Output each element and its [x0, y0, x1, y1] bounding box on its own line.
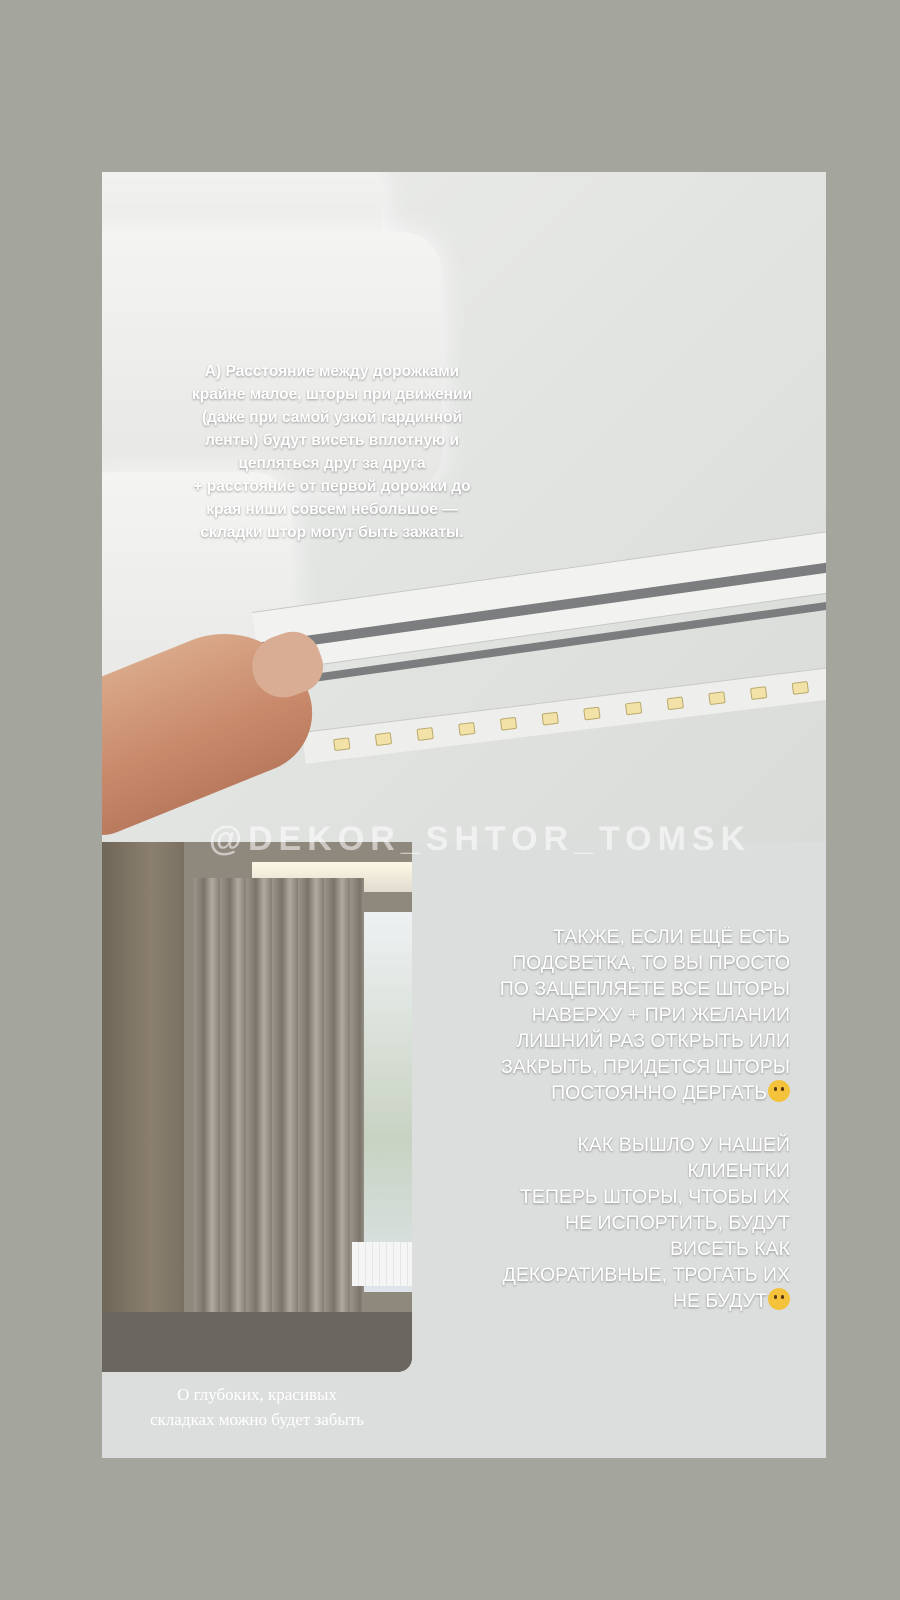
led: [750, 686, 767, 700]
text-line: цепляться друг за друга: [238, 455, 426, 472]
curtain: [194, 878, 364, 1338]
text-line: КЛИЕНТКИ: [687, 1160, 790, 1182]
text-line: (даже при самой узкой гардинной: [201, 409, 463, 426]
text-line: ТАКЖЕ, ЕСЛИ ЕЩЁ ЕСТЬ: [552, 926, 790, 948]
led: [625, 701, 642, 715]
text-line: ЗАКРЫТЬ, ПРИДЕТСЯ ШТОРЫ: [500, 1056, 790, 1078]
led: [792, 681, 809, 695]
text-line: ПО ЗАЦЕПЛЯЕТЕ ВСЕ ШТОРЫ: [499, 978, 790, 1000]
right-overlay-text: [420, 924, 790, 1314]
radiator: [352, 1242, 412, 1286]
sad-face-icon: [768, 1288, 790, 1310]
text-span: НЕ БУДУТ: [672, 1290, 767, 1312]
text-line: складки штор могут быть зажаты.: [200, 524, 464, 541]
led: [416, 727, 433, 741]
text-line: ДЕКОРАТИВНЫЕ, ТРОГАТЬ ИХ: [502, 1264, 790, 1286]
ceiling-track-photo: [102, 172, 826, 842]
watermark: @DEKOR_SHTOR_TOMSK: [208, 820, 752, 858]
story-card: [102, 172, 826, 1458]
text-line: [420, 1080, 790, 1106]
floor: [102, 1312, 412, 1372]
text-line: ленты) будут висеть вплотную и: [204, 432, 460, 449]
text-line: крайне малое, шторы при движении: [191, 386, 473, 403]
led: [583, 706, 600, 720]
text-line: КАК ВЫШЛО У НАШЕЙ: [577, 1134, 790, 1156]
text-line: + расстояние от первой дорожки до: [193, 478, 471, 495]
led: [541, 711, 558, 725]
door-frame: [102, 842, 184, 1372]
led: [458, 721, 475, 735]
caption-line: О глубоких, красивых: [177, 1385, 337, 1404]
text-line: [420, 1288, 790, 1314]
text-line: ПОДСВЕТКА, ТО ВЫ ПРОСТО: [512, 952, 790, 974]
top-overlay-text: [132, 360, 532, 544]
text-line: НАВЕРХУ + ПРИ ЖЕЛАНИИ: [531, 1004, 790, 1026]
text-line: НЕ ИСПОРТИТЬ, БУДУТ: [565, 1212, 790, 1234]
led: [708, 691, 725, 705]
text-line: края ниши совсем небольшое —: [206, 501, 458, 518]
neutral-face-icon: [768, 1080, 790, 1102]
led-strip: [302, 664, 826, 764]
photo-caption: [102, 1382, 412, 1432]
led: [500, 716, 517, 730]
text-line: ТЕПЕРЬ ШТОРЫ, ЧТОБЫ ИХ: [519, 1186, 790, 1208]
led: [667, 696, 684, 710]
curtain-room-photo: [102, 842, 412, 1372]
led: [375, 732, 392, 746]
led: [333, 737, 350, 751]
text-line: А) Расстояние между дорожками: [204, 363, 460, 380]
text-span: ПОСТОЯННО ДЕРГАТЬ: [551, 1082, 767, 1104]
text-line: ВИСЕТЬ КАК: [670, 1238, 790, 1260]
text-line: ЛИШНИЙ РАЗ ОТКРЫТЬ ИЛИ: [516, 1030, 790, 1052]
ceiling-profile: [252, 528, 826, 673]
caption-line: складках можно будет забыть: [149, 1410, 365, 1429]
